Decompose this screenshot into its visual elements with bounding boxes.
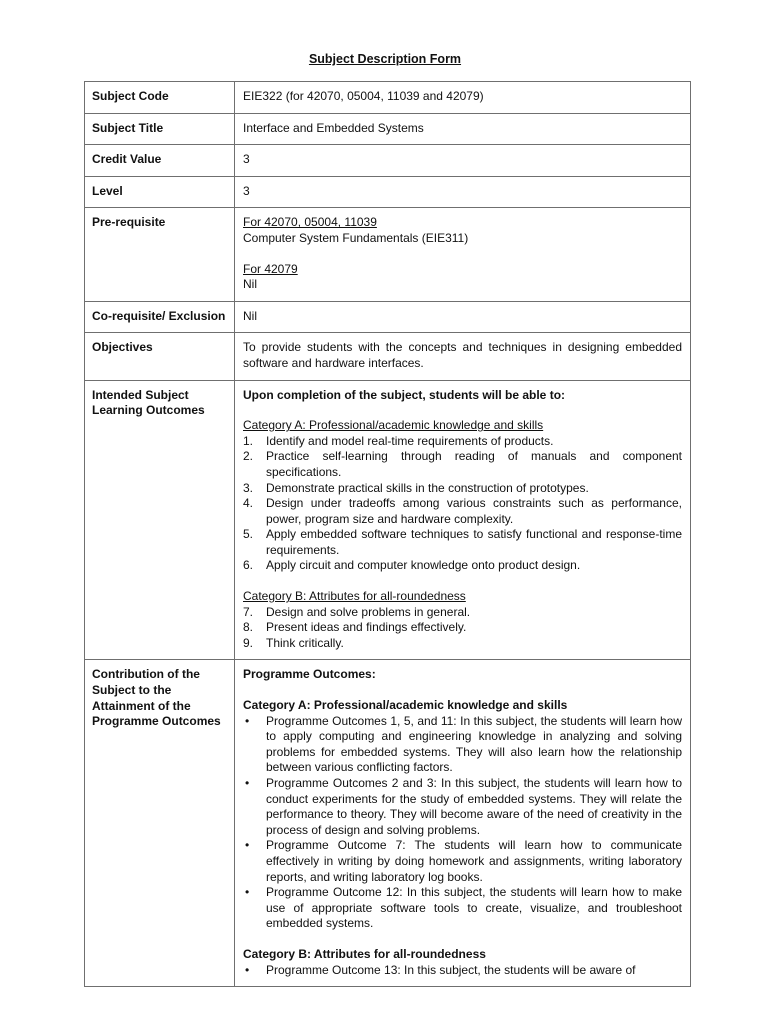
prereq-group2-value: Nil	[243, 277, 257, 292]
programme-outcome-item	[243, 776, 682, 838]
programme-outcome-item	[243, 838, 682, 885]
row-learning-outcomes	[85, 380, 691, 660]
learning-outcome-item	[243, 481, 682, 497]
objectives-label: Objectives	[85, 333, 235, 380]
credit-value-label: Credit Value	[85, 145, 235, 177]
bullet-icon: •	[245, 885, 250, 900]
contribution-value	[235, 660, 691, 987]
row-prerequisite	[85, 208, 691, 301]
learning-outcome-item	[243, 449, 682, 480]
learning-outcome-item	[243, 527, 682, 558]
prerequisite-value	[235, 208, 691, 301]
programme-outcome-text: Programme Outcomes 2 and 3: In this subject, the students will learn how to conduct experiments for the study of embedded systems. They will relate the performance to theory. They will become aware of the need of creativity in the process of design and solving problems.	[266, 776, 682, 837]
learning-outcome-item	[243, 434, 682, 450]
learning-outcome-text: Apply circuit and computer knowledge onto product design.	[266, 558, 581, 573]
learning-outcome-text: Identify and model real-time requirements of products.	[266, 433, 554, 448]
programme-outcome-text: Programme Outcomes 1, 5, and 11: In this subject, the students will learn how to apply computing and engineering knowledge in analyzing and solving problems for embedded systems. They will also learn how the relationship between various conflicting factors.	[266, 713, 682, 775]
bullet-icon: •	[245, 838, 250, 853]
learning-outcome-item	[243, 620, 682, 636]
ilo-category-b-list	[243, 605, 682, 652]
corequisite-value: Nil	[235, 301, 691, 333]
bullet-icon: •	[245, 962, 250, 977]
credit-value-value: 3	[235, 145, 691, 177]
ilo-category-a-heading: Category A: Professional/academic knowledge and skills	[243, 418, 544, 433]
level-value: 3	[235, 176, 691, 208]
contribution-category-a-list	[243, 714, 682, 932]
contribution-category-b-list	[243, 963, 682, 979]
programme-outcome-text: Programme Outcome 12: In this subject, the students will learn how to make use of appropriate software tools to create, visualize, and troubleshoot embedded systems.	[266, 885, 682, 931]
subject-title-value: Interface and Embedded Systems	[235, 113, 691, 145]
learning-outcome-number: 4.	[243, 496, 254, 511]
contribution-intro: Programme Outcomes:	[243, 667, 376, 682]
learning-outcome-text: Design and solve problems in general.	[266, 604, 471, 619]
learning-outcome-item	[243, 558, 682, 574]
prereq-group1-heading: For 42070, 05004, 11039	[243, 215, 377, 230]
subject-code-value: EIE322 (for 42070, 05004, 11039 and 42079)	[235, 82, 691, 114]
contribution-label: Contribution of the Subject to the Attainment of the Programme Outcomes	[85, 660, 235, 987]
prereq-group1-value: Computer System Fundamentals (EIE311)	[243, 230, 469, 245]
row-credit-value	[85, 145, 691, 177]
programme-outcome-item	[243, 885, 682, 932]
learning-outcome-item	[243, 496, 682, 527]
learning-outcome-number: 7.	[243, 604, 254, 619]
subject-title-label: Subject Title	[85, 113, 235, 145]
objectives-value: To provide students with the concepts and techniques in designing embedded software and hardware interfaces.	[235, 333, 691, 380]
learning-outcome-item	[243, 605, 682, 621]
learning-outcomes-value	[235, 380, 691, 660]
programme-outcome-item	[243, 963, 682, 979]
learning-outcome-number: 1.	[243, 433, 254, 448]
learning-outcome-number: 8.	[243, 620, 254, 635]
learning-outcome-number: 9.	[243, 635, 254, 650]
learning-outcome-text: Think critically.	[266, 635, 344, 650]
learning-outcome-text: Practice self-learning through reading of manuals and component specifications.	[266, 449, 682, 479]
subject-code-label: Subject Code	[85, 82, 235, 114]
programme-outcome-item	[243, 714, 682, 776]
contribution-category-b-heading: Category B: Attributes for all-roundedness	[243, 946, 486, 961]
learning-outcome-number: 5.	[243, 527, 254, 542]
bullet-icon: •	[245, 713, 250, 728]
corequisite-label: Co-requisite/ Exclusion	[85, 301, 235, 333]
form-title: Subject Description Form	[308, 52, 462, 66]
row-corequisite	[85, 301, 691, 333]
learning-outcome-text: Demonstrate practical skills in the construction of prototypes.	[266, 480, 589, 495]
level-label: Level	[85, 176, 235, 208]
learning-outcome-text: Apply embedded software techniques to satisfy functional and response-time requirements.	[266, 527, 682, 557]
learning-outcomes-label: Intended Subject Learning Outcomes	[85, 380, 235, 660]
ilo-category-a-list	[243, 434, 682, 574]
programme-outcome-text: Programme Outcome 13: In this subject, the students will be aware of	[266, 962, 636, 977]
ilo-category-b-heading: Category B: Attributes for all-roundedness	[243, 589, 466, 604]
row-subject-code	[85, 82, 691, 114]
subject-description-table	[84, 81, 691, 987]
learning-outcome-number: 3.	[243, 480, 254, 495]
learning-outcome-number: 6.	[243, 558, 254, 573]
row-subject-title	[85, 113, 691, 145]
ilo-intro: Upon completion of the subject, students will be able to:	[243, 387, 566, 402]
row-objectives	[85, 333, 691, 380]
bullet-icon: •	[245, 776, 250, 790]
learning-outcome-item	[243, 636, 682, 652]
row-level	[85, 176, 691, 208]
contribution-category-a-heading: Category A: Professional/academic knowledge and skills	[243, 698, 568, 713]
prerequisite-label: Pre-requisite	[85, 208, 235, 301]
learning-outcome-text: Present ideas and findings effectively.	[266, 620, 467, 635]
learning-outcome-number: 2.	[243, 449, 254, 464]
learning-outcome-text: Design under tradeoffs among various constraints such as performance, power, program size and hardware complexity.	[266, 496, 682, 526]
row-contribution	[85, 660, 691, 987]
prereq-group2-heading: For 42079	[243, 261, 298, 276]
programme-outcome-text: Programme Outcome 7: The students will learn how to communicate effectively in writing by doing homework and assignments, writing laboratory reports, and writing laboratory log books.	[266, 838, 682, 884]
